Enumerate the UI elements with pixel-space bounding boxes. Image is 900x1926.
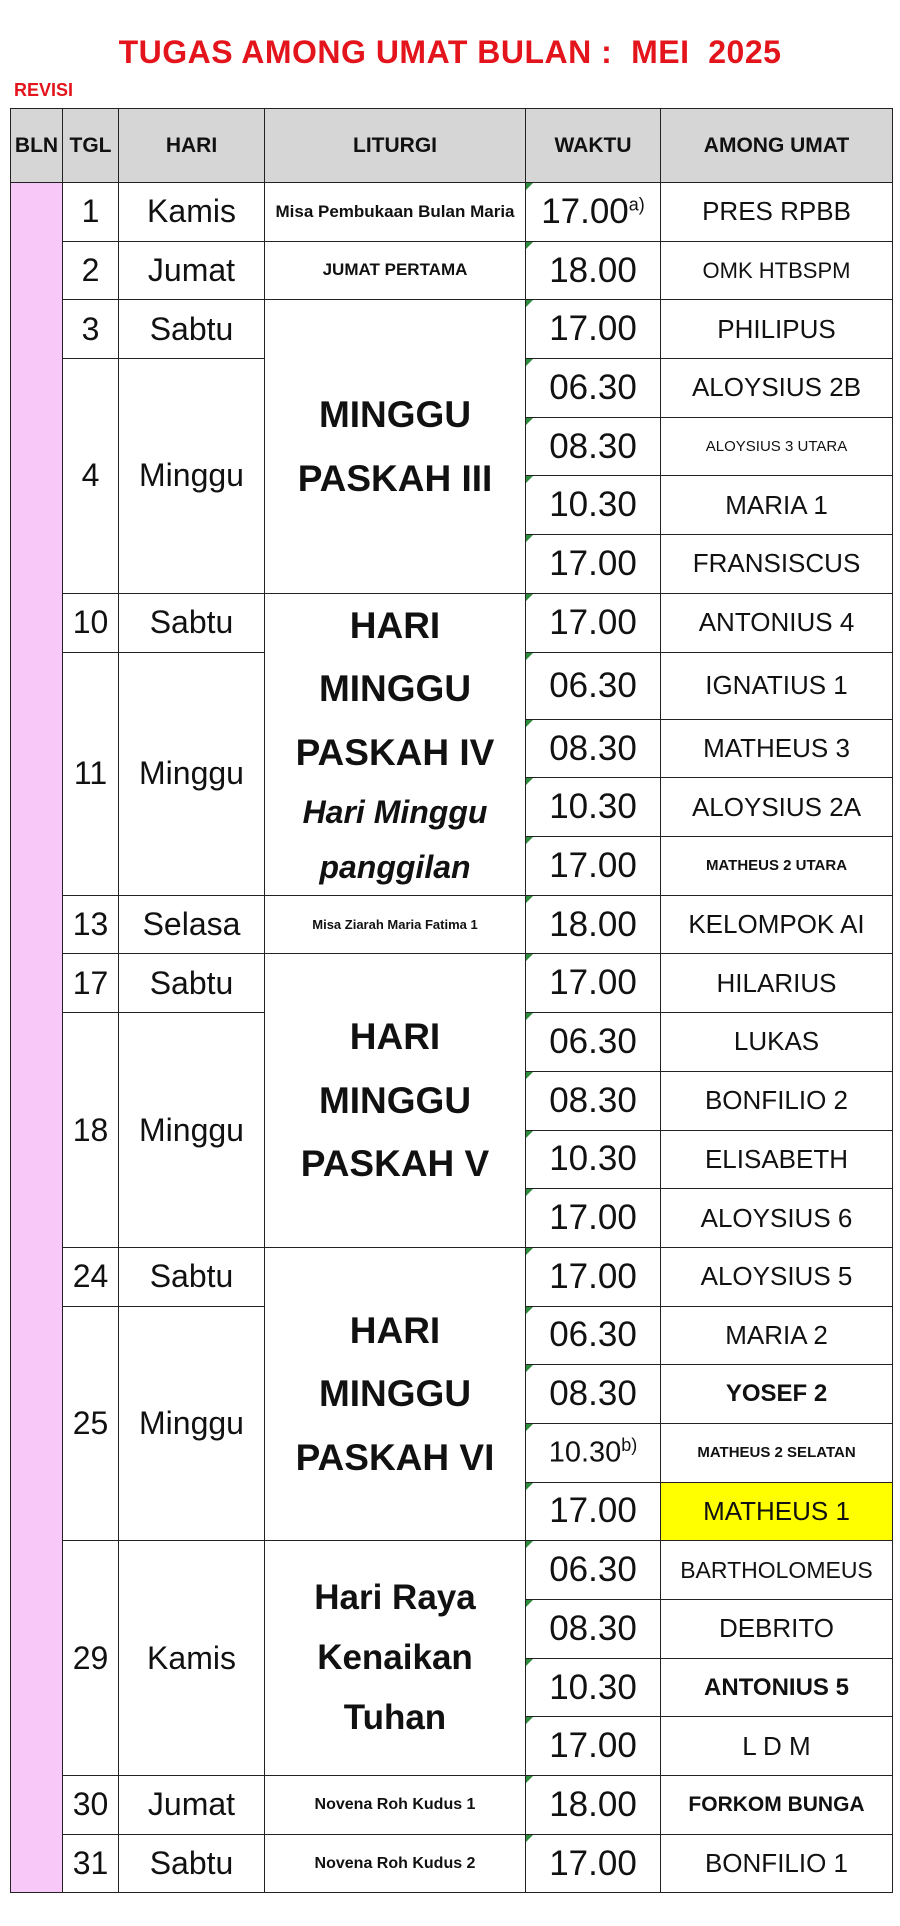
hari-cell: Sabtu [119, 954, 265, 1013]
waktu-cell: 18.00 [526, 1776, 661, 1835]
among-cell: BONFILIO 1 [661, 1834, 893, 1893]
among-cell: PHILIPUS [661, 300, 893, 359]
month-column [11, 183, 63, 1893]
among-cell: ANTONIUS 4 [661, 593, 893, 652]
hari-cell: Jumat [119, 241, 265, 300]
liturgi-cell: Misa Ziarah Maria Fatima 1 [265, 895, 526, 954]
among-cell: OMK HTBSPM [661, 241, 893, 300]
hari-cell: Sabtu [119, 1834, 265, 1893]
among-cell: DEBRITO [661, 1600, 893, 1659]
table-row [11, 183, 893, 242]
among-cell: ALOYSIUS 2A [661, 778, 893, 837]
hari-cell: Minggu [119, 652, 265, 895]
waktu-cell: 06.30 [526, 652, 661, 719]
waktu-cell: 18.00 [526, 241, 661, 300]
tgl-cell: 11 [63, 652, 119, 895]
among-cell: BONFILIO 2 [661, 1071, 893, 1130]
among-cell: ALOYSIUS 2B [661, 359, 893, 418]
waktu-cell: 06.30 [526, 1306, 661, 1365]
tgl-cell: 18 [63, 1013, 119, 1248]
waktu-cell: 08.30 [526, 1071, 661, 1130]
hari-cell: Minggu [119, 1306, 265, 1541]
waktu-cell: 10.30 [526, 778, 661, 837]
liturgi-cell: Misa Pembukaan Bulan Maria [265, 183, 526, 242]
tgl-cell: 10 [63, 593, 119, 652]
tgl-cell: 2 [63, 241, 119, 300]
table-row [11, 1541, 893, 1600]
liturgi-cell: JUMAT PERTAMA [265, 241, 526, 300]
waktu-cell: 17.00 [526, 593, 661, 652]
waktu-cell: 08.30 [526, 1365, 661, 1424]
table-row [11, 300, 893, 359]
schedule-table [10, 108, 893, 1893]
among-cell: KELOMPOK AI [661, 895, 893, 954]
table-row [11, 593, 893, 652]
waktu-cell: 17.00 [526, 1482, 661, 1541]
waktu-cell: 10.30 [526, 1658, 661, 1717]
hari-cell: Sabtu [119, 300, 265, 359]
liturgi-cell: HARI MINGGU PASKAH VI [265, 1247, 526, 1540]
among-cell: MARIA 1 [661, 476, 893, 535]
among-cell: ALOYSIUS 6 [661, 1189, 893, 1248]
hari-cell: Selasa [119, 895, 265, 954]
header-row [11, 109, 893, 183]
among-cell: BARTHOLOMEUS [661, 1541, 893, 1600]
waktu-cell: 06.30 [526, 359, 661, 418]
table-row [11, 1247, 893, 1306]
among-cell: ALOYSIUS 3 UTARA [661, 417, 893, 476]
liturgi-cell: Hari Raya Kenaikan Tuhan [265, 1541, 526, 1776]
waktu-cell: 17.00 [526, 1717, 661, 1776]
waktu-cell: 08.30 [526, 417, 661, 476]
footnote-a: a) [628, 194, 645, 215]
table-row [11, 1776, 893, 1835]
tgl-cell: 13 [63, 895, 119, 954]
waktu-cell: 06.30 [526, 1541, 661, 1600]
hari-cell: Kamis [119, 1541, 265, 1776]
among-cell: ALOYSIUS 5 [661, 1247, 893, 1306]
among-cell: YOSEF 2 [661, 1365, 893, 1424]
among-cell: HILARIUS [661, 954, 893, 1013]
hari-cell: Sabtu [119, 1247, 265, 1306]
tgl-cell: 1 [63, 183, 119, 242]
waktu-cell: 17.00 [526, 535, 661, 594]
tgl-cell: 3 [63, 300, 119, 359]
waktu-cell: 17.00 [526, 1247, 661, 1306]
header-tgl: TGL [63, 109, 119, 183]
tgl-cell: 29 [63, 1541, 119, 1776]
hari-cell: Kamis [119, 183, 265, 242]
table-row [11, 1834, 893, 1893]
table-row [11, 954, 893, 1013]
header-hari: HARI [119, 109, 265, 183]
liturgi-cell: Novena Roh Kudus 1 [265, 1776, 526, 1835]
revisi-label: REVISI [14, 80, 74, 100]
table-row [11, 241, 893, 300]
liturgi-cell: HARI MINGGU PASKAH V [265, 954, 526, 1247]
waktu-cell: 17.00 [526, 954, 661, 1013]
among-cell-highlighted: MATHEUS 1 [661, 1482, 893, 1541]
hari-cell: Sabtu [119, 593, 265, 652]
among-cell: PRES RPBB [661, 183, 893, 242]
waktu-cell: 06.30 [526, 1013, 661, 1072]
liturgi-cell: MINGGU PASKAH III [265, 300, 526, 593]
table-row [11, 895, 893, 954]
header-among-umat: AMONG UMAT [661, 109, 893, 183]
footnote-b: b) [621, 1435, 638, 1456]
among-cell: LUKAS [661, 1013, 893, 1072]
waktu-cell: 17.00 [526, 1189, 661, 1248]
waktu-cell: 10.30 [526, 1130, 661, 1189]
among-cell: ANTONIUS 5 [661, 1658, 893, 1717]
among-cell: FRANSISCUS [661, 535, 893, 594]
among-cell: MATHEUS 3 [661, 719, 893, 778]
among-cell: L D M [661, 1717, 893, 1776]
tgl-cell: 4 [63, 359, 119, 594]
tgl-cell: 30 [63, 1776, 119, 1835]
among-cell: MATHEUS 2 SELATAN [661, 1423, 893, 1482]
tgl-cell: 25 [63, 1306, 119, 1541]
header-waktu: WAKTU [526, 109, 661, 183]
among-cell: MARIA 2 [661, 1306, 893, 1365]
waktu-cell: 18.00 [526, 895, 661, 954]
waktu-cell: 08.30 [526, 1600, 661, 1659]
liturgi-cell: HARI MINGGU PASKAH IV Hari Minggu panggilan [265, 593, 526, 895]
waktu-cell: 08.30 [526, 719, 661, 778]
liturgi-cell: Novena Roh Kudus 2 [265, 1834, 526, 1893]
header-bln: BLN [11, 109, 63, 183]
hari-cell: Minggu [119, 1013, 265, 1248]
tgl-cell: 24 [63, 1247, 119, 1306]
hari-cell: Minggu [119, 359, 265, 594]
tgl-cell: 17 [63, 954, 119, 1013]
among-cell: FORKOM BUNGA [661, 1776, 893, 1835]
among-cell: ELISABETH [661, 1130, 893, 1189]
waktu-cell: 10.30$^{b)}$ [526, 1423, 661, 1482]
among-cell: IGNATIUS 1 [661, 652, 893, 719]
waktu-cell: 10.30 [526, 476, 661, 535]
waktu-cell: 17.00$^{a)}$ [526, 183, 661, 242]
page-title: TUGAS AMONG UMAT BULAN : MEI 2025 [118, 34, 782, 70]
hari-cell: Jumat [119, 1776, 265, 1835]
tgl-cell: 31 [63, 1834, 119, 1893]
header-liturgi: LITURGI [265, 109, 526, 183]
waktu-cell: 17.00 [526, 1834, 661, 1893]
waktu-cell: 17.00 [526, 837, 661, 896]
waktu-cell: 17.00 [526, 300, 661, 359]
among-cell: MATHEUS 2 UTARA [661, 837, 893, 896]
